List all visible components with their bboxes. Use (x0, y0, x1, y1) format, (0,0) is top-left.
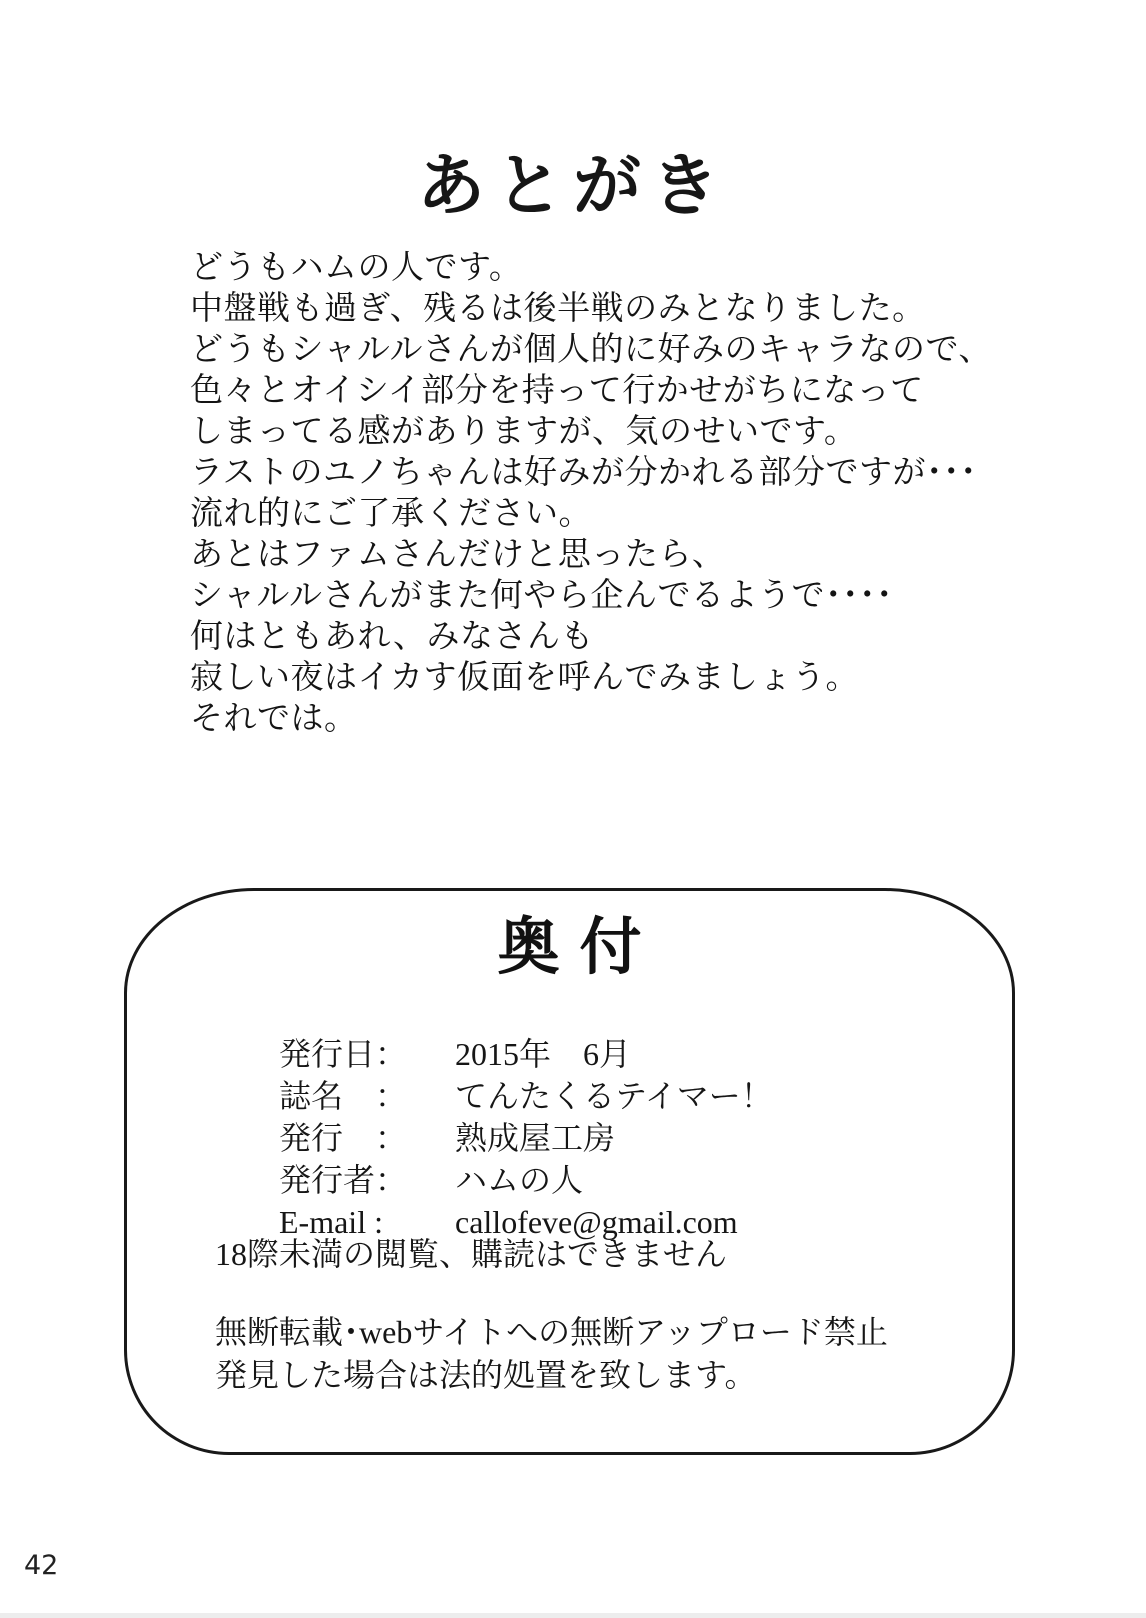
colophon-label: 発行日： (279, 1036, 408, 1072)
afterword-line: 中盤戦も過ぎ、残るは後半戦のみとなりました。 (190, 291, 926, 327)
colophon-email-value: callofeve@gmail.com (455, 1204, 738, 1240)
page-number: 42 (24, 1550, 59, 1581)
afterword-line: しまってる感がありますが、気のせいです。 (190, 414, 858, 450)
reproduction-notice-line: 発見した場合は法的処置を致します。 (215, 1357, 757, 1393)
reproduction-notice-line: 無断転載･webサイトへの無断アップロード禁止 (215, 1314, 888, 1350)
colophon-rows (215, 991, 773, 1240)
colophon-value: 熟成屋工房 (455, 1120, 616, 1156)
scan-bottom-edge (0, 1613, 1146, 1618)
colophon-value: 2015年 6月 (455, 1036, 632, 1072)
afterword-line: どうもシャルルさんが個人的に好みのキャラなので、 (190, 332, 992, 368)
afterword-line: 色々とオイシイ部分を持って行かせがちになって (190, 373, 924, 409)
age-restriction-notice: 18際未満の閲覧、購読はできません (215, 1236, 728, 1272)
colophon-label: 誌名 ： (279, 1078, 408, 1114)
afterword-line: シャルルさんがまた何やら企んでるようで････ (190, 578, 894, 614)
afterword-line: あとはファムさんだけと思ったら、 (190, 537, 726, 573)
colophon-title: 奥付 (497, 914, 662, 982)
afterword-line: 流れ的にご了承ください。 (190, 496, 592, 532)
afterword-title: あとがき (416, 148, 729, 224)
afterword-line: それでは。 (190, 701, 358, 737)
afterword-line: 寂しい夜はイカす仮面を呼んでみましょう。 (190, 660, 860, 696)
colophon-row-publish-date (215, 991, 773, 1072)
afterword-line: 何はともあれ、みなさんも (190, 619, 594, 655)
colophon-value: てんたくるテイマー！ (455, 1078, 773, 1114)
colophon-label: 発行 ： (279, 1120, 408, 1156)
afterword-text-block (190, 248, 1020, 740)
colophon-label: 発行者： (279, 1162, 408, 1198)
afterword-line: ラストのユノちゃんは好みが分かれる部分ですが･･･ (190, 455, 978, 491)
colophon-value: ハムの人 (455, 1162, 584, 1198)
afterword-line: どうもハムの人です。 (190, 250, 523, 286)
colophon-label: E-mail : (279, 1204, 383, 1240)
colophon-box (124, 888, 1015, 1455)
reproduction-notice (215, 1311, 888, 1397)
